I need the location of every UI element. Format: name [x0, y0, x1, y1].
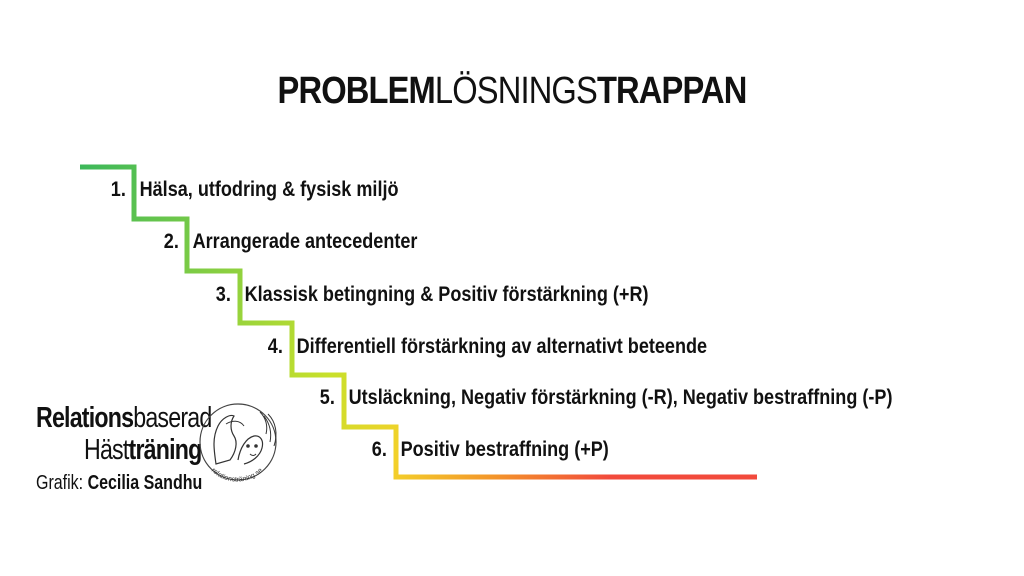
- title-part-trappan: TRAPPAN: [596, 70, 747, 112]
- step-number: 5.: [319, 386, 335, 409]
- step-number: 2.: [163, 230, 179, 253]
- logo-line-2: Hästträning: [84, 434, 202, 466]
- step-label: Utsläckning, Negativ förstärkning (-R), Negativ bestraffning (-P): [348, 386, 893, 409]
- emblem-text: relationsträning.se: [209, 466, 265, 484]
- svg-text:relationsträning.se: [210, 467, 265, 484]
- step-label: Differentiell förstärkning av alternativt beteende: [296, 335, 708, 358]
- step-6: [349, 438, 609, 462]
- step-1: [88, 178, 399, 202]
- step-2: [141, 230, 417, 254]
- step-number: 6.: [371, 438, 387, 461]
- step-3: [193, 283, 649, 307]
- step-4: [245, 335, 707, 359]
- title-part-losnings: LÖSNINGS: [434, 70, 597, 112]
- step-label: Positiv bestraffning (+P): [400, 438, 609, 461]
- step-5: [297, 386, 892, 410]
- step-label: Klassisk betingning & Positiv förstärkning (+R): [244, 283, 649, 306]
- step-number: 1.: [110, 178, 126, 201]
- step-label: Arrangerade antecedenter: [192, 230, 418, 253]
- title-part-problem: PROBLEM: [277, 70, 435, 112]
- horse-emblem-icon: [186, 402, 286, 486]
- step-number: 3.: [215, 283, 231, 306]
- graphic-credit: Grafik: Cecilia Sandhu: [36, 472, 203, 494]
- step-label: Hälsa, utfodring & fysisk miljö: [139, 178, 399, 201]
- logo-line-1: Relationsbaserad: [36, 402, 212, 434]
- step-number: 4.: [267, 335, 283, 358]
